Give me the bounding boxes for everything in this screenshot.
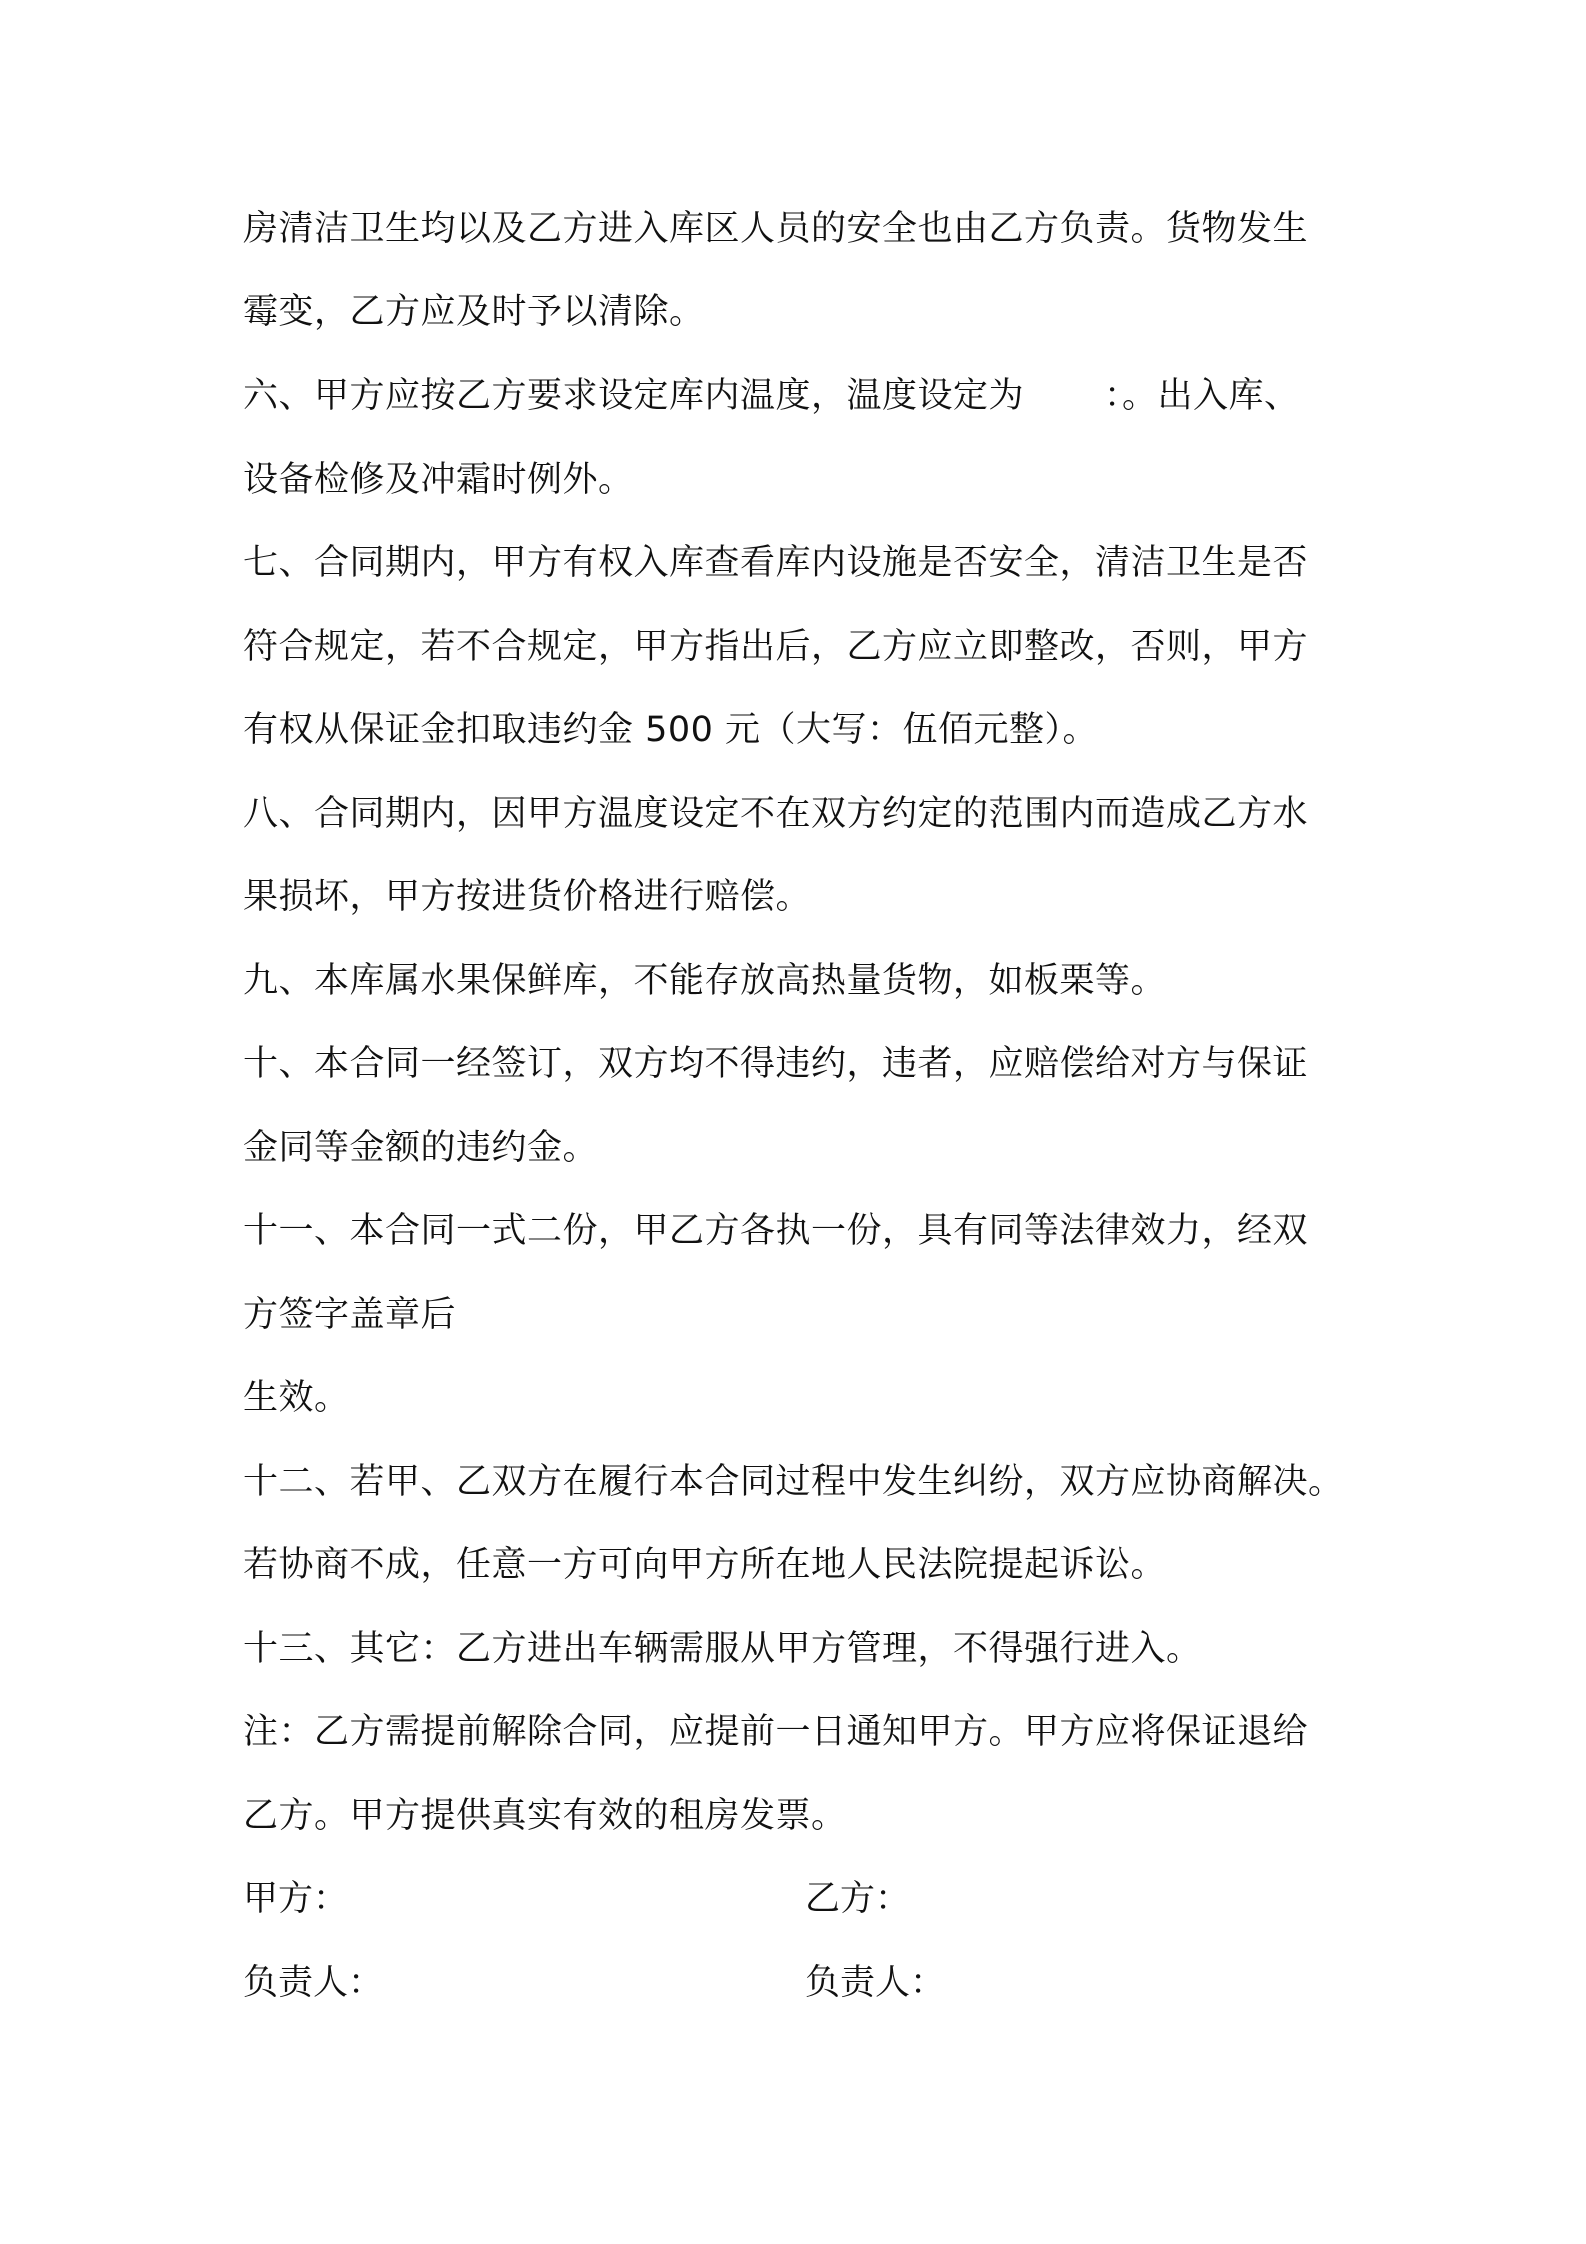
text-line-clause-8: 八、合同期内，因甲方温度设定不在双方约定的范围内而造成乙方水	[243, 794, 1309, 834]
text-line-clause-7: 七、合同期内，甲方有权入库查看库内设施是否安全，清洁卫生是否	[243, 543, 1309, 583]
text-line: 房清洁卫生均以及乙方进入库区人员的安全也由乙方负责。货物发生	[243, 209, 1309, 249]
text-line: 符合规定，若不合规定，甲方指出后，乙方应立即整改，否则，甲方	[243, 627, 1309, 667]
person-in-charge-a-label: 负责人：	[243, 1963, 384, 2003]
text-line: 有权从保证金扣取违约金 500 元（大写：伍佰元整）。	[243, 710, 1099, 750]
text-line: 生效。	[243, 1378, 350, 1418]
text-line: 果损坏，甲方按进货价格进行赔偿。	[243, 877, 812, 917]
text-line: 乙方。甲方提供真实有效的租房发票。	[243, 1796, 847, 1836]
text-line: 方签字盖章后	[243, 1295, 457, 1335]
text-line-clause-13: 十三、其它：乙方进出车辆需服从甲方管理，不得强行进入。	[243, 1629, 1202, 1669]
clause-6-text-end: ：。出入库、	[1104, 376, 1300, 416]
party-a-label: 甲方：	[243, 1879, 349, 1919]
text-line: 金同等金额的违约金。	[243, 1128, 599, 1168]
clause-6-text: 六、甲方应按乙方要求设定库内温度，温度设定为	[243, 376, 1025, 416]
text-line-clause-6	[243, 374, 1363, 418]
text-line-clause-12: 十二、若甲、乙双方在履行本合同过程中发生纠纷，双方应协商解决。	[243, 1462, 1344, 1502]
text-line-clause-11: 十一、本合同一式二份，甲乙方各执一份，具有同等法律效力，经双	[243, 1211, 1309, 1251]
person-in-charge-b-label: 负责人：	[805, 1963, 946, 2003]
party-b-label: 乙方：	[805, 1879, 911, 1919]
text-line-note: 注：乙方需提前解除合同，应提前一日通知甲方。甲方应将保证退给	[243, 1712, 1309, 1752]
text-line-clause-9: 九、本库属水果保鲜库，不能存放高热量货物，如板栗等。	[243, 961, 1167, 1001]
text-line: 设备检修及冲霜时例外。	[243, 460, 634, 500]
text-line: 霉变，乙方应及时予以清除。	[243, 292, 705, 332]
text-line-clause-10: 十、本合同一经签订，双方均不得违约，违者，应赔偿给对方与保证	[243, 1044, 1309, 1084]
text-line: 若协商不成，任意一方可向甲方所在地人民法院提起诉讼。	[243, 1545, 1167, 1585]
